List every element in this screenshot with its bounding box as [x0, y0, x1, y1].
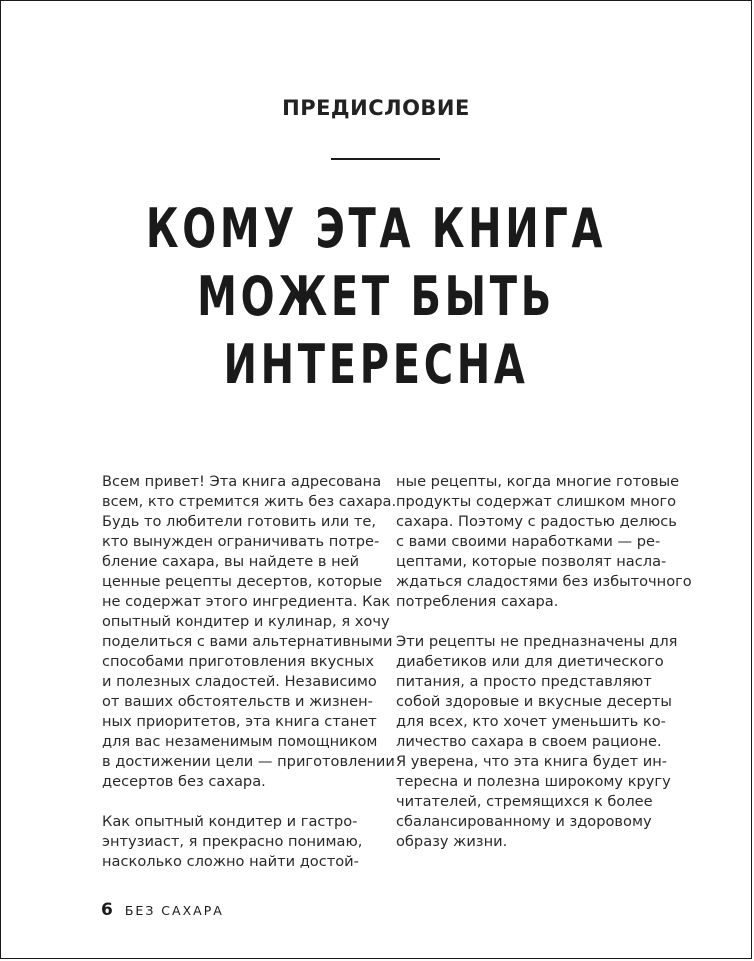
- text-line: и полезных сладостей. Независимо: [102, 673, 377, 690]
- text-line: Всем привет! Эта книга адресована: [102, 473, 382, 490]
- paragraph: [396, 472, 692, 612]
- text-line: для вас незаменимым помощником: [102, 733, 378, 750]
- running-book-title: БЕЗ САХАРА: [124, 903, 224, 918]
- text-line: кто вынужден ограничивать потре-: [102, 533, 380, 550]
- paragraph: [396, 632, 686, 852]
- chapter-title-line-1: КОМУ ЭТА КНИГА: [145, 197, 607, 260]
- text-line: Эти рецепты не предназначены для: [396, 633, 678, 650]
- page-footer: [101, 900, 224, 920]
- text-line: поделиться с вами альтернативными: [102, 633, 393, 650]
- text-line: не содержат этого ингредиента. Как: [102, 593, 391, 610]
- text-line: сахара. Поэтому с радостью делюсь: [396, 513, 677, 530]
- text-line: энтузиаст, я прекрасно понимаю,: [102, 833, 363, 850]
- section-divider: [331, 158, 440, 160]
- text-line: Как опытный кондитер и гастро-: [102, 813, 358, 830]
- text-line: тересна и полезна широкому кругу: [396, 773, 671, 790]
- text-line: собой здоровые и вкусные десерты: [396, 693, 672, 710]
- text-line: сбалансированному и здоровому: [396, 813, 652, 830]
- text-line: ные рецепты, когда многие готовые: [396, 473, 680, 490]
- page-number: 6: [101, 900, 113, 920]
- text-line: десертов без сахара.: [102, 773, 266, 790]
- text-line: потребления сахара.: [396, 593, 559, 610]
- text-line: ценные рецепты десертов, которые: [102, 573, 383, 590]
- text-column-left: [102, 472, 397, 872]
- text-line: Я уверена, что эта книга будет ин-: [396, 753, 668, 770]
- text-line: Будь то любители готовить или те,: [102, 513, 376, 530]
- text-line: диабетиков или для диетического: [396, 653, 664, 670]
- text-line: в достижении цели — приготовлении: [102, 753, 395, 770]
- text-line: ных приоритетов, эта книга станет: [102, 713, 377, 730]
- text-line: насколько сложно найти достой-: [102, 853, 359, 870]
- chapter-title: [1, 195, 751, 399]
- paragraph-gap: [396, 612, 686, 632]
- text-line: опытный кондитер и кулинар, я хочу: [102, 613, 390, 630]
- paragraph: [102, 812, 380, 872]
- text-line: от ваших обстоятельств и жизнен-: [102, 693, 373, 710]
- text-column-right: [396, 472, 692, 852]
- chapter-title-line-2: МОЖЕТ БЫТЬ: [197, 265, 555, 328]
- text-line: способами приготовления вкусных: [102, 653, 374, 670]
- chapter-title-line-3: ИНТЕРЕСНА: [223, 333, 529, 396]
- text-line: с вами своими наработками — ре-: [396, 533, 661, 550]
- text-line: для всех, кто хочет уменьшить ко-: [396, 713, 666, 730]
- paragraph: [102, 472, 397, 792]
- paragraph-gap: [102, 792, 380, 812]
- text-line: образу жизни.: [396, 833, 508, 850]
- text-line: цептами, которые позволят наслa-: [396, 553, 667, 570]
- section-label: ПРЕДИСЛОВИЕ: [282, 96, 470, 120]
- text-line: питания, а просто представляют: [396, 673, 652, 690]
- text-line: бление сахара, вы найдете в ней: [102, 553, 360, 570]
- text-line: читателей, стремящихся к более: [396, 793, 653, 810]
- text-line: ждаться сладостями без избыточного: [396, 573, 692, 590]
- text-line: продукты содержат слишком много: [396, 493, 677, 510]
- text-line: личество сахара в своем рационе.: [396, 733, 662, 750]
- text-line: всем, кто стремится жить без сахара.: [102, 493, 397, 510]
